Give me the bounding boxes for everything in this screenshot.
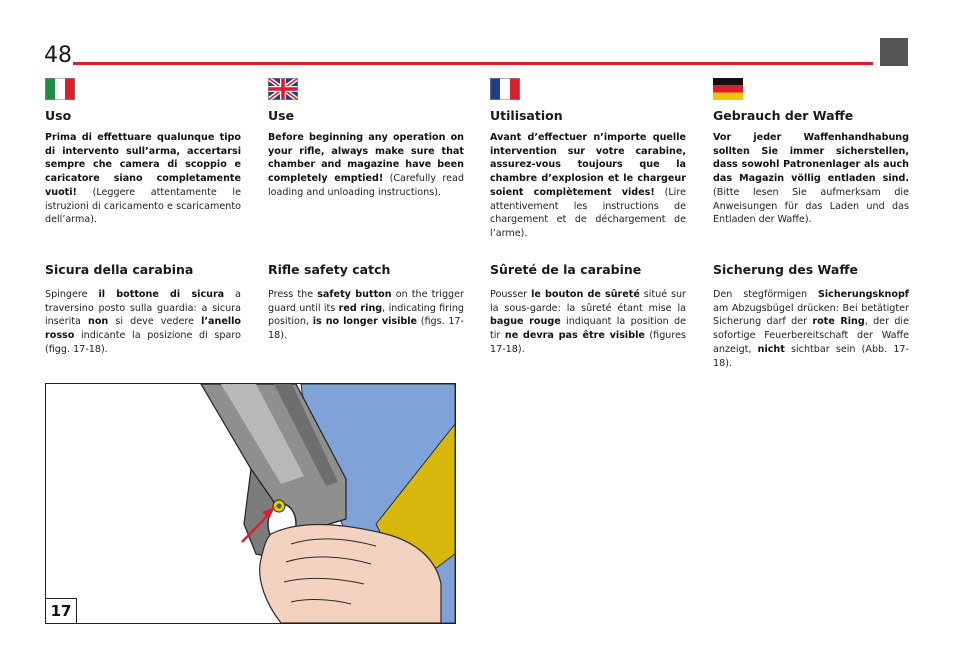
bold-text-run: non [88,316,109,328]
section-title-safety-catch: Rifle safety catch [268,262,391,277]
text-run: si deve vedere [108,316,202,328]
safety-catch-paragraph [490,288,686,357]
use-paragraph [45,131,241,227]
section-title-use: Use [268,108,295,123]
uk-flag-icon [268,78,298,100]
text-run: , der die sofortige Feuerbereitschaft der Waffe anzeigt, [713,316,909,355]
text-run: , indicating firing position, [268,302,464,328]
red-arrow-icon [46,384,455,623]
bold-text-run: nicht [757,343,785,355]
text-run: Pousser [490,289,532,300]
use-paragraph [490,131,686,241]
use-paragraph [268,131,464,200]
header-rule [73,62,873,65]
text-run: on the trigger guard until its [268,289,464,314]
text-run: situé sur la sous-garde: la sûreté étant mise la [490,289,686,314]
text-run: am Abzugsbügel drücken: Bei betätigter Sicherung darf der [713,302,909,328]
france-flag-icon [490,78,520,100]
text-run: (figs. 17-18). [268,316,464,342]
bold-text-run: Prima di effettuare qualunque tipo di intervento sull’arma, accertarsi sempre che camera di scoppio e caricatore siano completamente vuoti! [45,132,241,198]
text-run: sichtbar sein (Abb. 17-18). [713,343,910,369]
bold-text-run: Avant d’effectuer n’importe quelle intervention sur votre carabine, assurez-vous toujours que la chambre d’explosion et le chargeur soient complètement vides! [490,132,686,198]
text-run: indicante la posizione di sparo (figg. 17-18). [45,330,241,355]
text-run: Den stegförmigen [713,289,818,300]
section-title-safety-catch: Sicherung des Waffe [713,262,858,277]
use-paragraph [713,131,909,227]
safety-catch-paragraph [268,288,464,343]
section-title-use: Uso [45,108,72,123]
bold-text-run: le bouton de sûreté [531,289,640,300]
safety-catch-paragraph [45,288,241,357]
bold-text-run: il bottone di sicura [98,289,225,300]
bold-text-run: rote Ring [812,316,865,328]
text-run: (Bitte lesen Sie aufmerksam die Anweisungen für das Laden und das Entladen der Waffe). [713,186,909,226]
bold-text-run: bague rouge [490,316,561,328]
bold-text-run: safety button [317,289,392,300]
figure-17 [45,383,456,624]
text-run: (Leggere attentamente le istruzioni di caricamento e scaricamento dell’arma). [45,186,241,226]
text-run: (figures 17-18). [490,330,686,355]
text-run: a traversino posto sulla guardia: a sicura inserita [45,289,241,328]
section-title-safety-catch: Sûreté de la carabine [490,262,642,277]
safety-catch-paragraph [713,288,909,370]
text-run: (Carefully read loading and unloading instructions). [268,173,464,198]
bold-text-run: l’anello rosso [45,316,241,342]
text-run: Press the [268,289,318,300]
bold-text-run: red ring [338,302,383,314]
germany-flag-icon [713,78,743,100]
bold-text-run: Vor jeder Waffenhandhabung sollten Sie immer sicherstellen, dass sowohl Patronenlager als auch das Magazin völlig entladen sind. [713,132,909,185]
text-run: Spingere [45,289,99,300]
bold-text-run: is no longer visible [312,316,418,328]
figure-label: 17 [46,598,77,623]
bold-text-run: ne devra pas être visible [504,330,645,342]
section-title-use: Gebrauch der Waffe [713,108,854,123]
page-number: 48 [44,43,72,68]
italy-flag-icon [45,78,75,100]
section-title-use: Utilisation [490,108,563,123]
corner-tab [880,38,908,66]
bold-text-run: Before beginning any operation on your rifle, always make sure that chamber and magazine have been completely emptied! [268,132,464,185]
text-run: indiquant la position de tir [490,316,686,342]
section-title-safety-catch: Sicura della carabina [45,262,194,277]
text-run: (Lire attentivement les instructions de chargement et de déchargement de l’arme). [490,186,686,239]
bold-text-run: Sicherungsknopf [817,289,909,300]
